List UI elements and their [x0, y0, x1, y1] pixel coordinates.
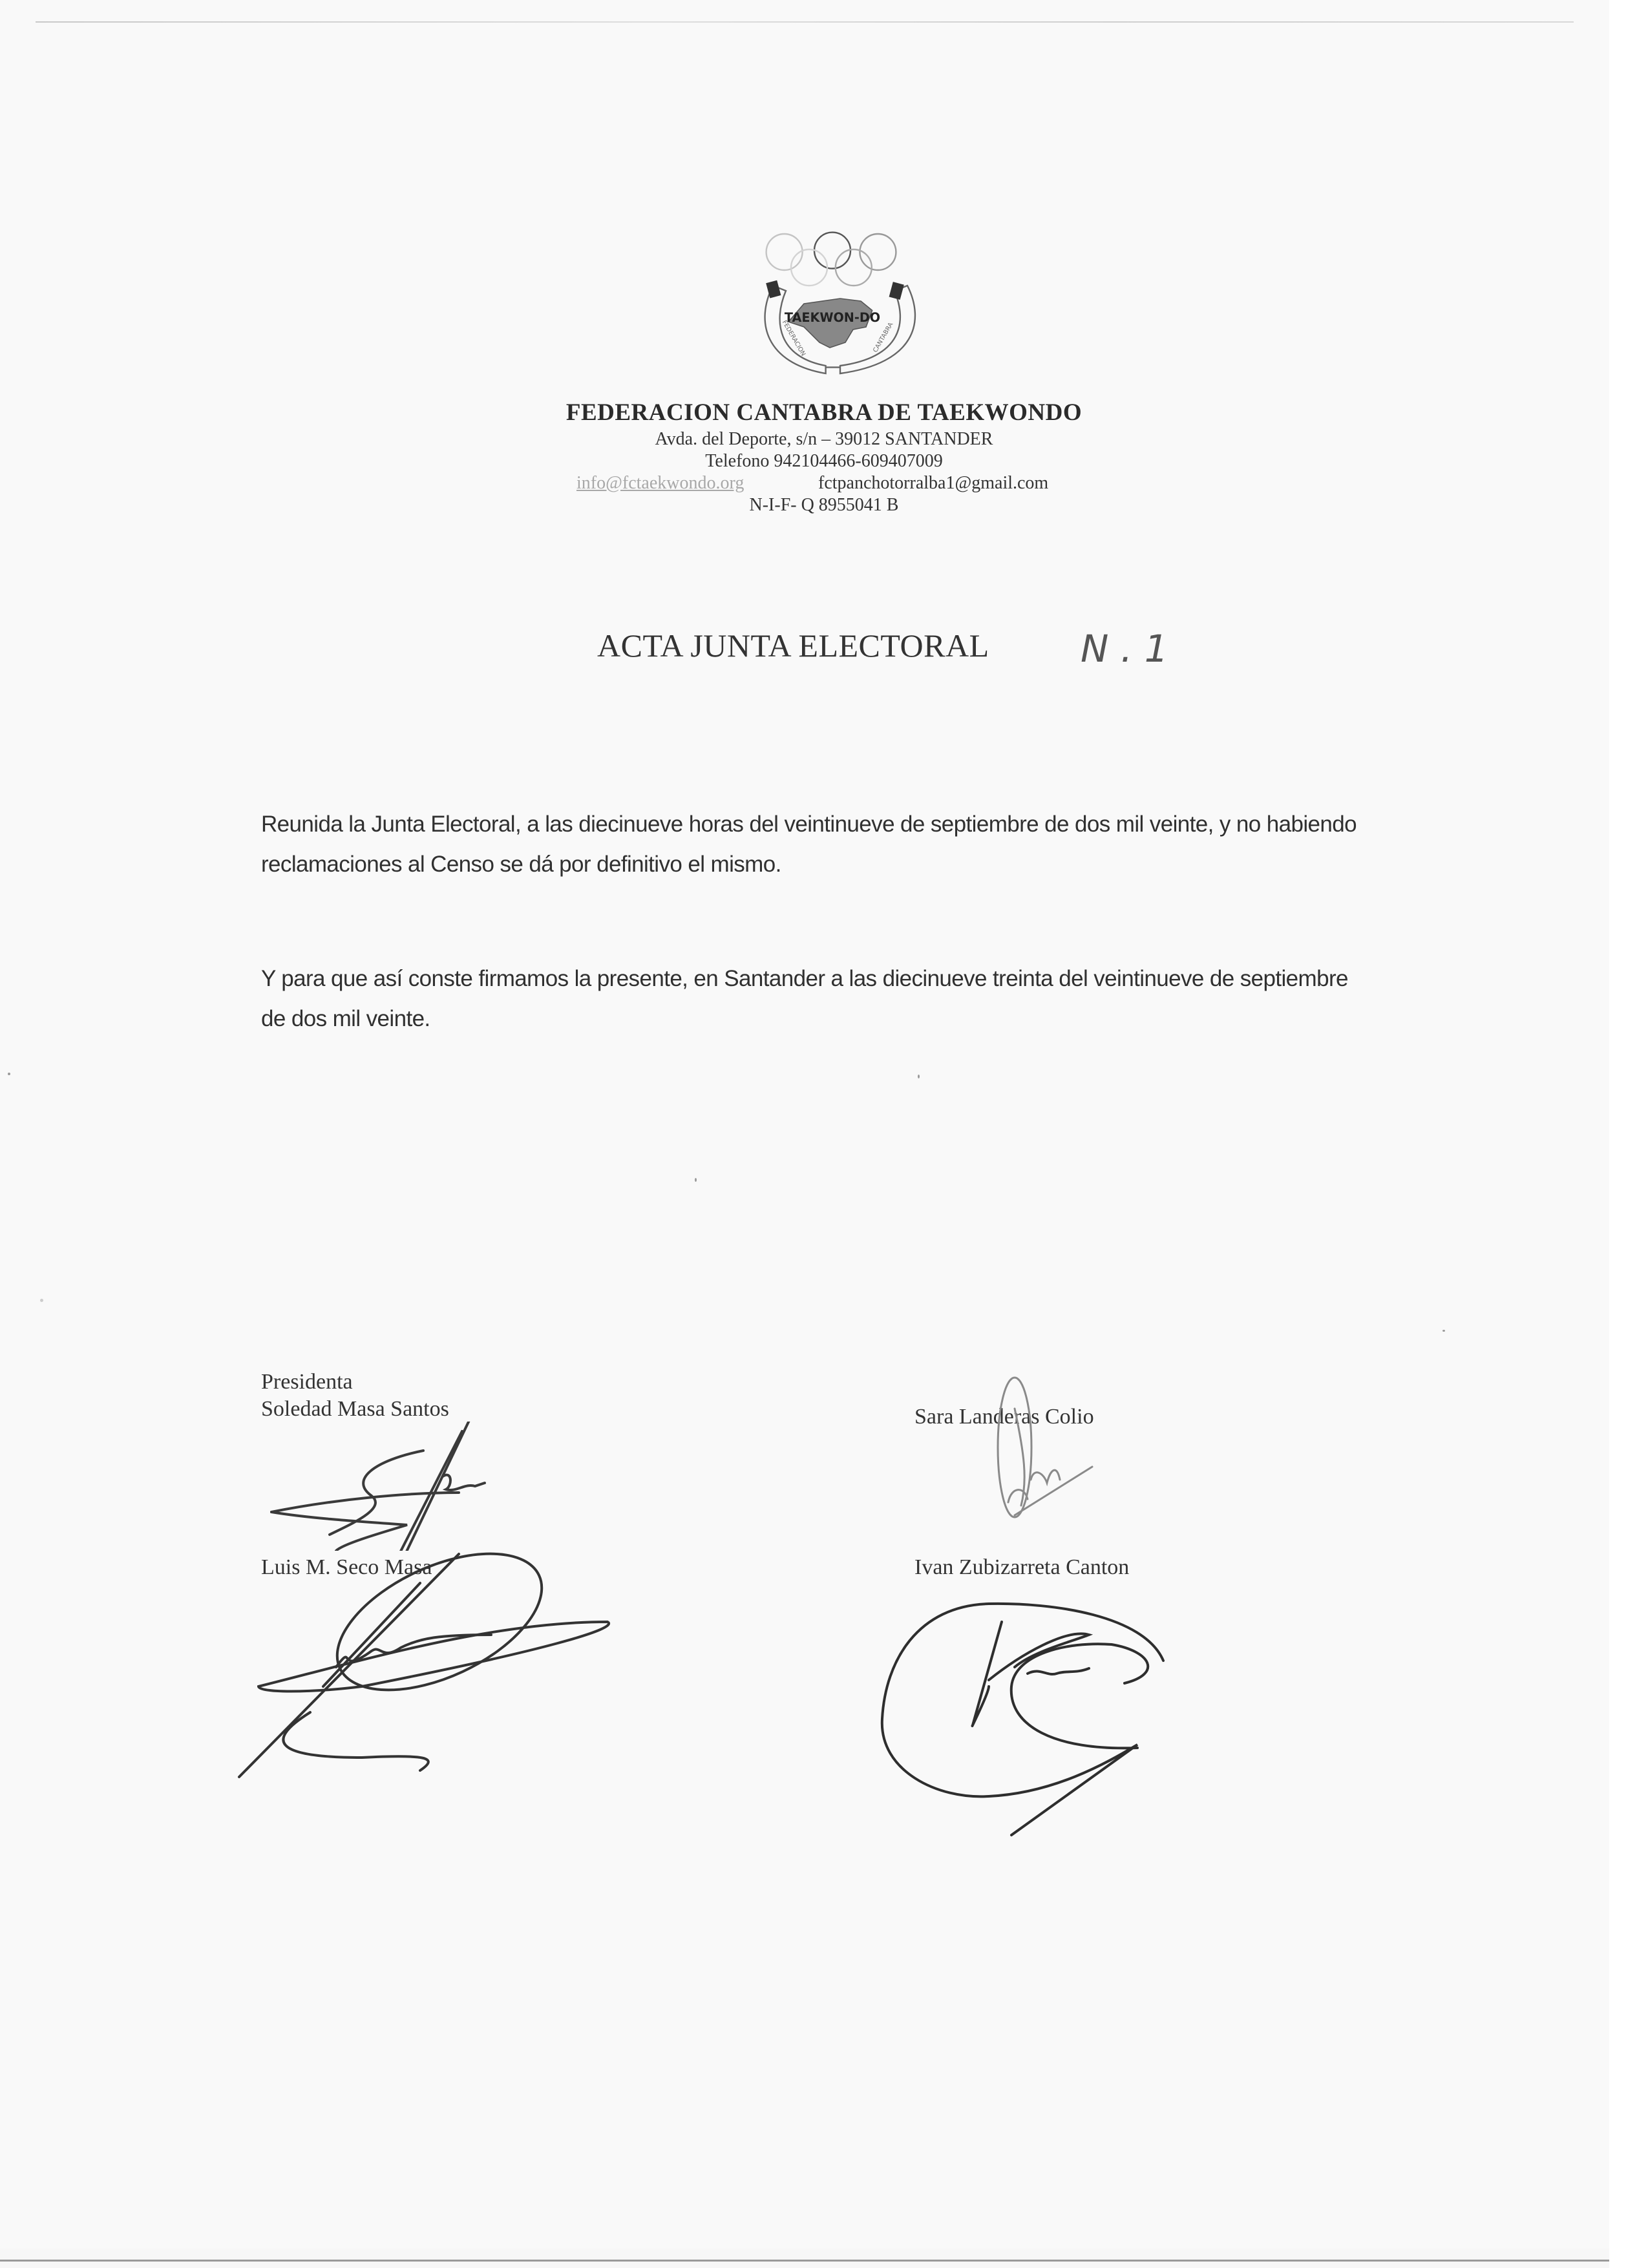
- scan-right-margin: [1609, 0, 1648, 2268]
- nif: N-I-F- Q 8955041 B: [749, 495, 899, 515]
- phone: Telefono 942104466-609407009: [705, 451, 943, 471]
- handwritten-signature-icon: [860, 1577, 1221, 1848]
- signatory-role-presidenta: Presidenta: [261, 1370, 353, 1394]
- email-secondary: fctpanchotorralba1@gmail.com: [818, 473, 1049, 493]
- scan-speck: [8, 1073, 10, 1075]
- scan-speck: [918, 1075, 920, 1078]
- body-paragraph-2: Y para que así conste firmamos la presente, en Santander a las diecinueve treinta del veintinueve de septiembre de dos mil veinte.: [261, 966, 1348, 1031]
- signatory-name-sara: Sara Landeras Colio: [914, 1405, 1094, 1429]
- scan-speck: [40, 1299, 43, 1302]
- document-title: ACTA JUNTA ELECTORAL: [597, 627, 989, 664]
- federation-logo-icon: [737, 207, 944, 401]
- email-row: [0, 472, 1648, 494]
- scan-speck: [695, 1178, 697, 1182]
- handwritten-signature-icon: [995, 1376, 1105, 1525]
- scan-top-edge-line: [36, 21, 1574, 23]
- signatory-name-soledad: Soledad Masa Santos: [261, 1397, 449, 1421]
- scan-bottom-edge-line: [0, 2260, 1609, 2262]
- svg-text:FEDERACION: FEDERACION: [780, 319, 807, 358]
- handwritten-signature-icon: [259, 1422, 504, 1551]
- signatory-name-luis: Luis M. Seco Masa: [261, 1555, 432, 1579]
- svg-text:CANTABRA: CANTABRA: [872, 321, 895, 354]
- handwritten-document-number: N . 1: [1081, 627, 1168, 671]
- signatory-name-ivan: Ivan Zubizarreta Canton: [914, 1555, 1130, 1579]
- body-paragraph-1: Reunida la Junta Electoral, a las diecinueve horas del veintinueve de septiembre de dos mil veinte, y no habiendo reclamaciones al Censo se dá por definitivo el mismo.: [261, 812, 1357, 877]
- letterhead: [0, 397, 1648, 516]
- scan-speck: [1442, 1330, 1445, 1332]
- email-link-primary[interactable]: info@fctaekwondo.org: [576, 473, 745, 493]
- svg-text:TAEKWON-DO: TAEKWON-DO: [784, 310, 881, 325]
- address: Avda. del Deporte, s/n – 39012 SANTANDER: [655, 429, 993, 449]
- organization-name: FEDERACION CANTABRA DE TAEKWONDO: [565, 399, 1083, 426]
